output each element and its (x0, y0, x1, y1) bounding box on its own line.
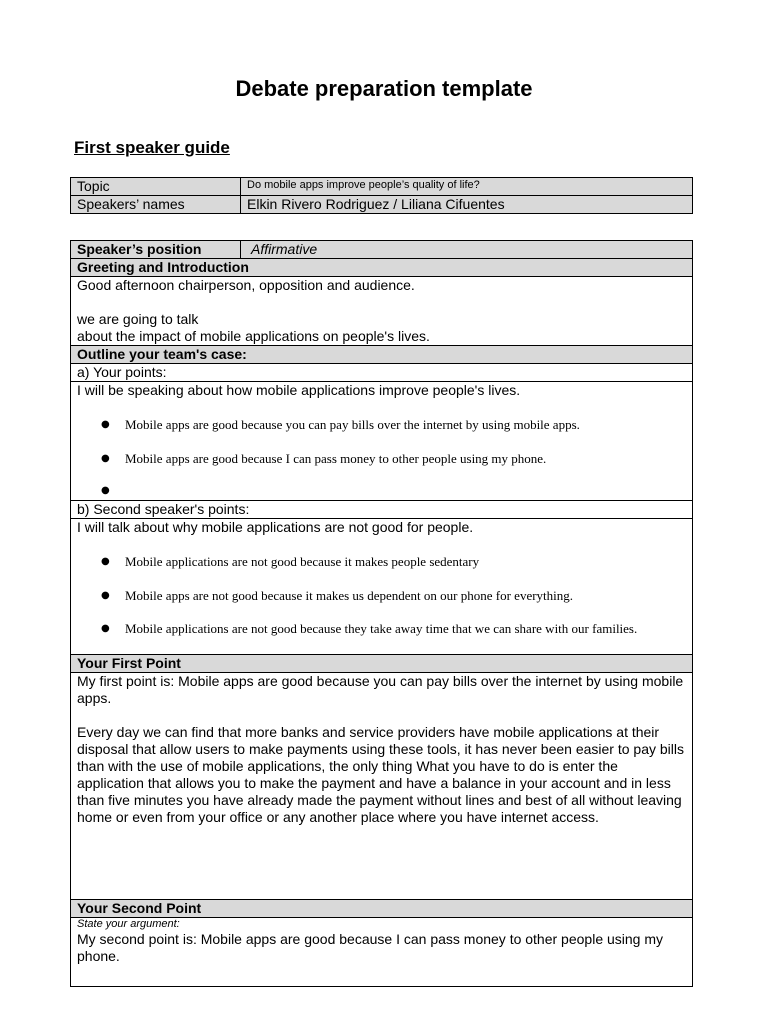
outline-header: Outline your team's case: (71, 346, 693, 364)
topic-table (70, 177, 693, 214)
first-point-statement: My first point is: Mobile apps are good because you can pay bills over the internet by using mobile apps. (77, 673, 684, 706)
section-subtitle: First speaker guide (74, 138, 230, 157)
greeting-line: about the impact of mobile applications on people's lives. (77, 328, 430, 344)
speakers-row (71, 196, 693, 214)
list-item: ● Mobile apps are good because I can pass money to other people using my phone. (77, 451, 686, 467)
topic-label: Topic (71, 178, 241, 196)
second-point-body (71, 918, 693, 987)
greeting-header: Greeting and Introduction (71, 259, 693, 277)
second-points-label-row (71, 501, 693, 519)
greeting-body (71, 277, 693, 346)
first-point-argument: Every day we can find that more banks and service providers have mobile applications at their disposal that allow users to make payments using these tools, it has never been easier to pay bills than with the use of mobile applications, the only thing What you have to do is enter the application that allows you to make the payment and have a balance in your account and in less than five minutes you have already made the payment without lines and best of all without leaving home or even from your office or any another place where you have internet access. (77, 724, 684, 825)
list-item: ● Mobile applications are not good because it makes people sedentary (77, 554, 686, 570)
second-points-list (77, 554, 686, 637)
position-row (71, 241, 693, 259)
second-points-label: b) Second speaker's points: (71, 501, 693, 519)
your-points-label: a) Your points: (71, 364, 693, 382)
your-points-row (71, 382, 693, 501)
first-point-body (71, 673, 693, 900)
your-points-intro: I will be speaking about how mobile applications improve people's lives. (77, 382, 521, 398)
topic-row (71, 178, 693, 196)
position-label: Speaker’s position (71, 241, 241, 259)
topic-value: Do mobile apps improve people’s quality of life? (241, 178, 693, 196)
greeting-line: Good afternoon chairperson, opposition and audience. (77, 277, 415, 293)
position-value: Affirmative (241, 241, 693, 259)
list-item: ● Mobile apps are good because you can pay bills over the internet by using mobile apps. (77, 417, 686, 433)
second-point-statement: My second point is: Mobile apps are good because I can pass money to other people using my phone. (77, 931, 664, 964)
second-points-intro: I will talk about why mobile applications are not good for people. (77, 519, 474, 535)
page-title: Debate preparation template (235, 76, 533, 101)
debate-table (70, 240, 693, 987)
first-point-header: Your First Point (71, 655, 693, 673)
second-point-header: Your Second Point (71, 900, 693, 918)
your-points-list (77, 417, 686, 499)
first-point-header-row (71, 655, 693, 673)
list-item: ● Mobile apps are not good because it makes us dependent on our phone for everything. (77, 588, 686, 604)
list-item: ● Mobile applications are not good because they take away time that we can share with our families. (77, 621, 686, 637)
first-point-row (71, 673, 693, 900)
list-item (77, 483, 686, 499)
second-point-prompt: State your argument: (77, 918, 180, 930)
outline-header-row (71, 346, 693, 364)
second-points-body (71, 519, 693, 655)
second-point-header-row (71, 900, 693, 918)
greeting-header-row (71, 259, 693, 277)
your-points-label-row (71, 364, 693, 382)
speakers-label: Speakers’ names (71, 196, 241, 214)
greeting-body-row (71, 277, 693, 346)
second-point-row (71, 918, 693, 987)
your-points-body (71, 382, 693, 501)
speakers-value: Elkin Rivero Rodriguez / Liliana Cifuentes (241, 196, 693, 214)
second-points-row (71, 519, 693, 655)
greeting-line: we are going to talk (77, 311, 199, 327)
